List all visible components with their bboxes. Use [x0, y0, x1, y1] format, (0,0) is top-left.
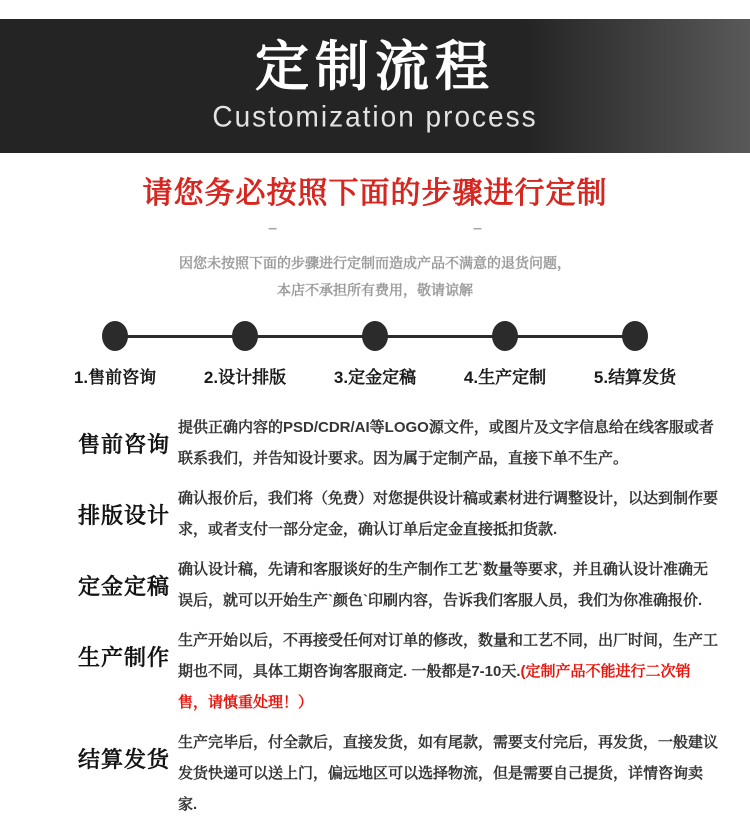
- section-text-main: 生产开始以后，不再接受任何对订单的修改，数量和工艺不同，出厂时间，生产工期也不同，具体工期咨询客服商定. 一般都是7-10天.: [178, 632, 719, 680]
- step-dot-icon: [492, 321, 518, 351]
- disclaimer-line1: 因您未按照下面的步骤进行定制而造成产品不满意的退货问题，: [179, 255, 571, 271]
- disclaimer: [0, 250, 750, 304]
- section-text-warning: (定制产品不能进行二次销售，请慎重处理！）: [178, 663, 691, 711]
- process-flow: [50, 321, 700, 388]
- section-text: 提供正确内容的PSD/CDR/AI等LOGO源文件，或图片及文字信息给在线客服或者联系我们，并告知设计要求。因为属于定制产品，直接下单不生产。: [178, 419, 714, 467]
- section-settle-ship: [78, 727, 720, 820]
- section-production: [78, 625, 720, 718]
- banner: [0, 19, 750, 153]
- step-label: 1.售前咨询: [73, 368, 157, 387]
- step-label: 4.生产定制: [463, 368, 547, 387]
- headline: 请您务必按照下面的步骤进行定制: [142, 177, 608, 210]
- section-text: 确认报价后，我们将（免费）对您提供设计稿或素材进行调整设计，以达到制作要求，或者支付一部分定金，确认订单后定金直接抵扣货款.: [178, 490, 719, 538]
- section-presale-consult: [78, 412, 720, 474]
- section-text: 生产完毕后，付全款后，直接发货，如有尾款，需要支付完后，再发货，一般建议发货快递可以送上门，偏远地区可以选择物流，但是需要自己提货，详情咨询卖家.: [178, 734, 719, 813]
- step-dot-icon: [362, 321, 388, 351]
- step-label: 5.结算发货: [593, 368, 677, 387]
- section-title: 定金定稿: [78, 574, 171, 599]
- dash-right: –: [473, 220, 482, 237]
- flow-step-3: [310, 321, 440, 388]
- flow-step-1: [50, 321, 180, 388]
- step-dot-icon: [622, 321, 648, 351]
- section-layout-design: [78, 483, 720, 545]
- disclaimer-line2: 本店不承担所有费用，敬请谅解: [277, 282, 473, 298]
- dash-left: –: [268, 220, 277, 237]
- step-label: 3.定金定稿: [333, 368, 417, 387]
- section-title: 排版设计: [78, 503, 171, 528]
- flow-step-5: [570, 321, 700, 388]
- section-title: 生产制作: [78, 645, 171, 670]
- banner-subtitle: Customization process: [212, 100, 538, 133]
- section-text: [178, 625, 720, 718]
- flow-step-2: [180, 321, 310, 388]
- section-deposit-draft: [78, 554, 720, 616]
- dash-row: [0, 220, 750, 237]
- step-label: 2.设计排版: [203, 368, 287, 387]
- detail-sections: [0, 412, 750, 820]
- banner-title: 定制流程: [255, 37, 495, 97]
- section-text: 确认设计稿，先请和客服谈好的生产制作工艺`数量等要求，并且确认设计准确无误后，就可以开始生产`颜色`印刷内容，告诉我们客服人员，我们为你准确报价.: [178, 561, 708, 609]
- step-dot-icon: [232, 321, 258, 351]
- flow-step-4: [440, 321, 570, 388]
- section-title: 结算发货: [78, 747, 171, 772]
- step-dot-icon: [102, 321, 128, 351]
- section-title: 售前咨询: [78, 432, 171, 457]
